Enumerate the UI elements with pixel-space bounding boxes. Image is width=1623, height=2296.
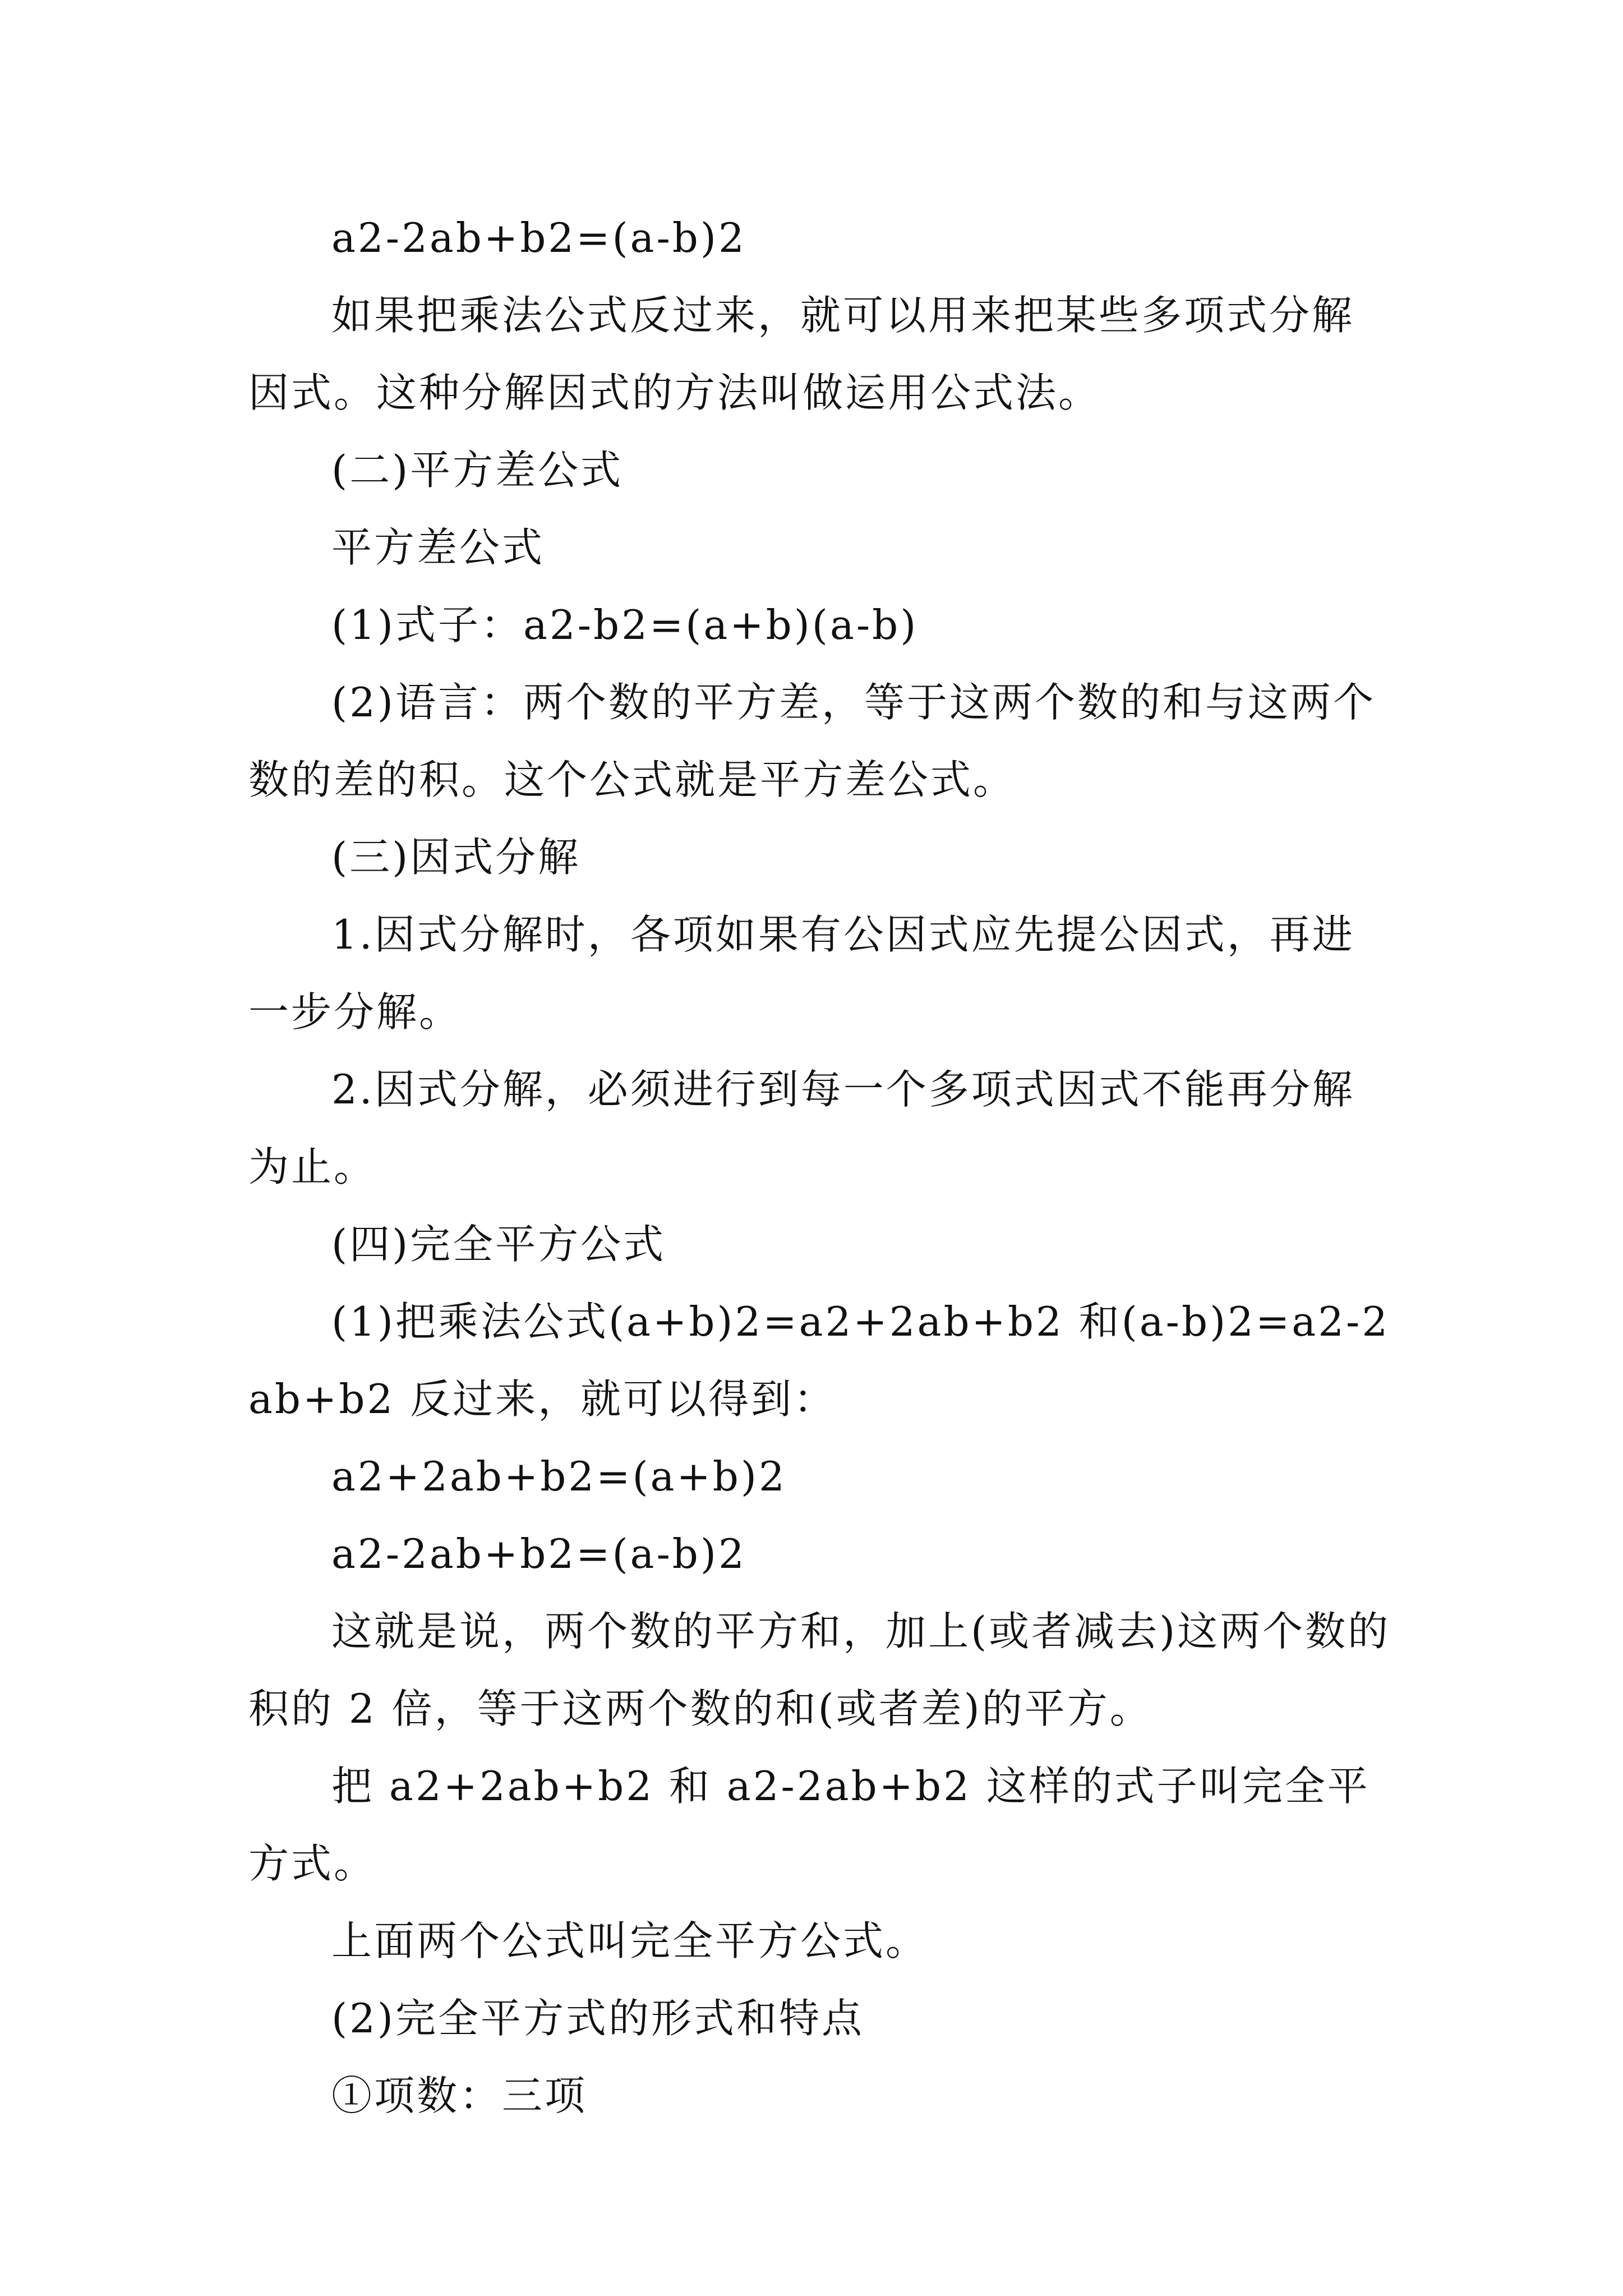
- heading-form-features: (2)完全平方式的形式和特点: [331, 1995, 864, 2042]
- document-body: [248, 199, 1393, 2134]
- heading-factorization: (三)因式分解: [331, 834, 581, 881]
- heading-perfect-square-formula: (四)完全平方公式: [331, 1221, 666, 1268]
- paragraph-definition: 把 a2+2ab+b2 和 a2-2ab+b2 这样的式子叫完全平方式。: [248, 1763, 1370, 1887]
- paragraph-reverse-multiplication: (1)把乘法公式(a+b)2=a2+2ab+b2 和(a-b)2=a2-2ab+b2 反过来，就可以得到：: [248, 1298, 1390, 1423]
- heading-difference-of-squares: (二)平方差公式: [331, 447, 624, 494]
- paragraph-language: (2)语言：两个数的平方差，等于这两个数的和与这两个数的差的积。这个公式就是平方差公式。: [248, 679, 1376, 803]
- paragraph-rule-1: 1.因式分解时，各项如果有公因式应先提公因式，再进一步分解。: [248, 911, 1355, 1036]
- subheading-difference-of-squares: 平方差公式: [331, 524, 545, 571]
- formula-difference-square: a2-2ab+b2=(a-b)2: [331, 1530, 746, 1577]
- paragraph-rule-2: 2.因式分解，必须进行到每一个多项式因式不能再分解为止。: [248, 1066, 1355, 1190]
- paragraph-formula-method: 如果把乘法公式反过来，就可以用来把某些多项式分解因式。这种分解因式的方法叫做运用公式法。: [248, 292, 1355, 416]
- paragraph-formula-difference-square: a2-2ab+b2=(a-b)2: [331, 214, 746, 261]
- paragraph-formula-name: 上面两个公式叫完全平方公式。: [331, 1917, 929, 1964]
- paragraph-explanation: 这就是说，两个数的平方和，加上(或者减去)这两个数的积的 2 倍，等于这两个数的和(或者差)的平方。: [248, 1608, 1391, 1732]
- formula-sum-square: a2+2ab+b2=(a+b)2: [331, 1453, 787, 1500]
- paragraph-expression: (1)式子：a2-b2=(a+b)(a-b): [331, 601, 919, 648]
- paragraph-number-of-terms: ①项数：三项: [331, 2072, 588, 2119]
